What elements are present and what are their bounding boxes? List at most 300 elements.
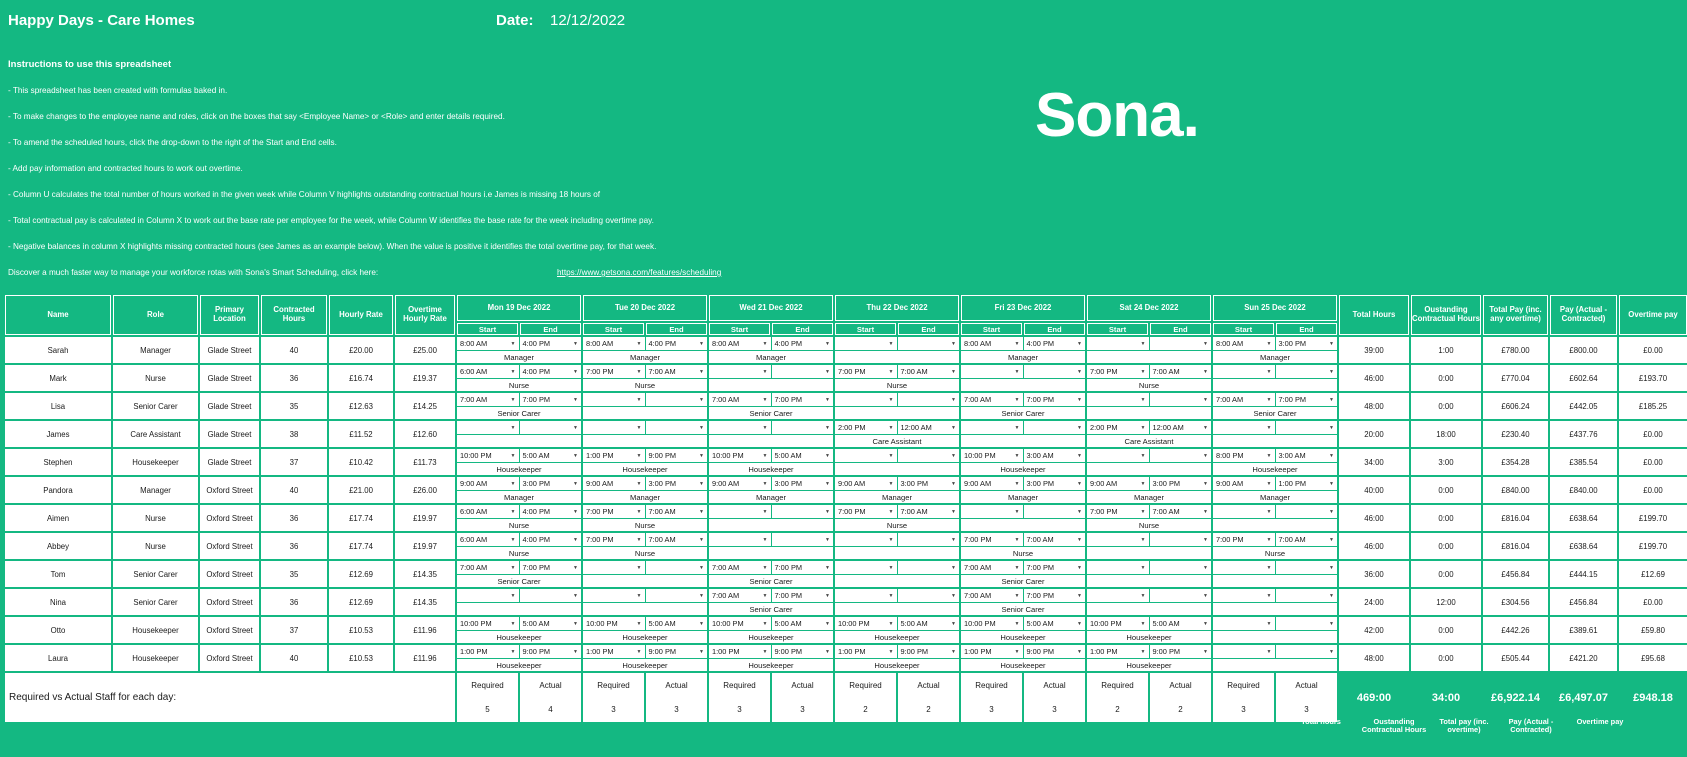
contracted-hours[interactable]: 37 xyxy=(261,449,327,475)
chevron-down-icon[interactable]: ▼ xyxy=(1140,564,1146,571)
chevron-down-icon[interactable]: ▼ xyxy=(573,508,578,515)
contracted-hours[interactable]: 36 xyxy=(261,505,327,531)
overtime-rate[interactable]: £11.96 xyxy=(395,645,455,671)
end-time-dropdown[interactable] xyxy=(1276,477,1338,490)
chevron-down-icon[interactable]: ▼ xyxy=(1203,536,1208,543)
chevron-down-icon[interactable]: ▼ xyxy=(1077,592,1082,599)
start-time-dropdown[interactable] xyxy=(583,617,645,630)
chevron-down-icon[interactable]: ▼ xyxy=(1014,536,1020,543)
start-time-dropdown[interactable] xyxy=(583,505,645,518)
hourly-rate[interactable]: £12.69 xyxy=(329,561,393,587)
chevron-down-icon[interactable]: ▼ xyxy=(1266,592,1272,599)
end-time-dropdown[interactable] xyxy=(1024,589,1086,602)
chevron-down-icon[interactable]: ▼ xyxy=(888,508,894,515)
overtime-rate[interactable]: £12.60 xyxy=(395,421,455,447)
chevron-down-icon[interactable]: ▼ xyxy=(1266,424,1272,431)
chevron-down-icon[interactable]: ▼ xyxy=(510,480,516,487)
chevron-down-icon[interactable]: ▼ xyxy=(636,564,642,571)
chevron-down-icon[interactable]: ▼ xyxy=(1014,480,1020,487)
end-time-dropdown[interactable] xyxy=(1024,337,1086,350)
chevron-down-icon[interactable]: ▼ xyxy=(888,424,894,431)
overtime-rate[interactable]: £26.00 xyxy=(395,477,455,503)
overtime-rate[interactable]: £19.97 xyxy=(395,505,455,531)
chevron-down-icon[interactable]: ▼ xyxy=(573,452,578,459)
chevron-down-icon[interactable]: ▼ xyxy=(573,536,578,543)
required-value[interactable]: 3 xyxy=(989,705,994,715)
end-time-dropdown[interactable] xyxy=(520,393,582,406)
end-time-dropdown[interactable] xyxy=(772,421,834,434)
employee-name[interactable]: Nina xyxy=(5,589,111,615)
chevron-down-icon[interactable]: ▼ xyxy=(762,508,768,515)
chevron-down-icon[interactable]: ▼ xyxy=(636,424,642,431)
start-time-dropdown[interactable] xyxy=(709,365,771,378)
overtime-rate[interactable]: £11.73 xyxy=(395,449,455,475)
overtime-rate[interactable]: £14.25 xyxy=(395,393,455,419)
end-time-dropdown[interactable] xyxy=(1024,477,1086,490)
chevron-down-icon[interactable]: ▼ xyxy=(1329,508,1334,515)
chevron-down-icon[interactable]: ▼ xyxy=(573,396,578,403)
end-time-dropdown[interactable] xyxy=(772,449,834,462)
chevron-down-icon[interactable]: ▼ xyxy=(1203,564,1208,571)
end-time-dropdown[interactable] xyxy=(1150,393,1212,406)
employee-location[interactable]: Oxford Street xyxy=(200,617,259,643)
start-time-dropdown[interactable] xyxy=(457,393,519,406)
employee-location[interactable]: Oxford Street xyxy=(200,645,259,671)
start-time-dropdown[interactable] xyxy=(1213,533,1275,546)
chevron-down-icon[interactable]: ▼ xyxy=(1140,424,1146,431)
start-time-dropdown[interactable] xyxy=(583,449,645,462)
end-time-dropdown[interactable] xyxy=(898,393,960,406)
employee-role[interactable]: Housekeeper xyxy=(113,645,198,671)
start-time-dropdown[interactable] xyxy=(961,393,1023,406)
start-time-dropdown[interactable] xyxy=(583,645,645,658)
start-time-dropdown[interactable] xyxy=(1213,589,1275,602)
start-time-dropdown[interactable] xyxy=(1087,337,1149,350)
start-time-dropdown[interactable] xyxy=(1087,561,1149,574)
required-value[interactable]: 5 xyxy=(485,705,490,715)
start-time-dropdown[interactable] xyxy=(1213,645,1275,658)
start-time-dropdown[interactable] xyxy=(583,365,645,378)
start-time-dropdown[interactable] xyxy=(457,477,519,490)
chevron-down-icon[interactable]: ▼ xyxy=(510,424,516,431)
end-time-dropdown[interactable] xyxy=(1150,449,1212,462)
employee-location[interactable]: Oxford Street xyxy=(200,477,259,503)
start-time-dropdown[interactable] xyxy=(1087,533,1149,546)
chevron-down-icon[interactable]: ▼ xyxy=(1014,648,1020,655)
end-time-dropdown[interactable] xyxy=(1276,393,1338,406)
employee-role[interactable]: Senior Carer xyxy=(113,589,198,615)
chevron-down-icon[interactable]: ▼ xyxy=(1140,452,1146,459)
chevron-down-icon[interactable]: ▼ xyxy=(1140,508,1146,515)
chevron-down-icon[interactable]: ▼ xyxy=(762,564,768,571)
start-time-dropdown[interactable] xyxy=(457,645,519,658)
end-time-dropdown[interactable] xyxy=(1276,645,1338,658)
end-time-dropdown[interactable] xyxy=(1276,505,1338,518)
required-value[interactable]: 3 xyxy=(737,705,742,715)
contracted-hours[interactable]: 36 xyxy=(261,589,327,615)
end-time-dropdown[interactable] xyxy=(772,505,834,518)
end-time-dropdown[interactable] xyxy=(520,645,582,658)
chevron-down-icon[interactable]: ▼ xyxy=(1077,480,1082,487)
hourly-rate[interactable]: £17.74 xyxy=(329,533,393,559)
chevron-down-icon[interactable]: ▼ xyxy=(1077,396,1082,403)
chevron-down-icon[interactable]: ▼ xyxy=(762,480,768,487)
chevron-down-icon[interactable]: ▼ xyxy=(1140,396,1146,403)
start-time-dropdown[interactable] xyxy=(961,477,1023,490)
employee-location[interactable]: Oxford Street xyxy=(200,505,259,531)
chevron-down-icon[interactable]: ▼ xyxy=(825,592,830,599)
end-time-dropdown[interactable] xyxy=(898,645,960,658)
start-time-dropdown[interactable] xyxy=(457,505,519,518)
chevron-down-icon[interactable]: ▼ xyxy=(1203,368,1208,375)
chevron-down-icon[interactable]: ▼ xyxy=(1077,508,1082,515)
required-value[interactable]: 3 xyxy=(1241,705,1246,715)
end-time-dropdown[interactable] xyxy=(898,533,960,546)
start-time-dropdown[interactable] xyxy=(583,393,645,406)
hourly-rate[interactable]: £21.00 xyxy=(329,477,393,503)
end-time-dropdown[interactable] xyxy=(1150,561,1212,574)
start-time-dropdown[interactable] xyxy=(583,561,645,574)
chevron-down-icon[interactable]: ▼ xyxy=(1140,368,1146,375)
chevron-down-icon[interactable]: ▼ xyxy=(510,648,516,655)
chevron-down-icon[interactable]: ▼ xyxy=(888,452,894,459)
end-time-dropdown[interactable] xyxy=(1024,505,1086,518)
start-time-dropdown[interactable] xyxy=(1213,393,1275,406)
end-time-dropdown[interactable] xyxy=(520,505,582,518)
start-time-dropdown[interactable] xyxy=(457,589,519,602)
chevron-down-icon[interactable]: ▼ xyxy=(825,340,830,347)
start-time-dropdown[interactable] xyxy=(961,505,1023,518)
end-time-dropdown[interactable] xyxy=(520,561,582,574)
end-time-dropdown[interactable] xyxy=(1024,421,1086,434)
chevron-down-icon[interactable]: ▼ xyxy=(1014,340,1020,347)
end-time-dropdown[interactable] xyxy=(520,365,582,378)
end-time-dropdown[interactable] xyxy=(646,421,708,434)
chevron-down-icon[interactable]: ▼ xyxy=(1077,648,1082,655)
chevron-down-icon[interactable]: ▼ xyxy=(1329,396,1334,403)
chevron-down-icon[interactable]: ▼ xyxy=(1077,452,1082,459)
end-time-dropdown[interactable] xyxy=(520,337,582,350)
start-time-dropdown[interactable] xyxy=(961,365,1023,378)
end-time-dropdown[interactable] xyxy=(646,393,708,406)
contracted-hours[interactable]: 37 xyxy=(261,617,327,643)
chevron-down-icon[interactable]: ▼ xyxy=(1203,592,1208,599)
end-time-dropdown[interactable] xyxy=(646,505,708,518)
employee-name[interactable]: James xyxy=(5,421,111,447)
start-time-dropdown[interactable] xyxy=(961,337,1023,350)
employee-role[interactable]: Housekeeper xyxy=(113,449,198,475)
chevron-down-icon[interactable]: ▼ xyxy=(699,508,704,515)
start-time-dropdown[interactable] xyxy=(961,421,1023,434)
chevron-down-icon[interactable]: ▼ xyxy=(636,340,642,347)
start-time-dropdown[interactable] xyxy=(835,393,897,406)
start-time-dropdown[interactable] xyxy=(709,617,771,630)
chevron-down-icon[interactable]: ▼ xyxy=(1140,648,1146,655)
chevron-down-icon[interactable]: ▼ xyxy=(573,592,578,599)
chevron-down-icon[interactable]: ▼ xyxy=(636,368,642,375)
chevron-down-icon[interactable]: ▼ xyxy=(510,536,516,543)
contracted-hours[interactable]: 36 xyxy=(261,533,327,559)
chevron-down-icon[interactable]: ▼ xyxy=(1014,396,1020,403)
employee-location[interactable]: Oxford Street xyxy=(200,561,259,587)
employee-name[interactable]: Tom xyxy=(5,561,111,587)
start-time-dropdown[interactable] xyxy=(709,337,771,350)
end-time-dropdown[interactable] xyxy=(898,561,960,574)
start-time-dropdown[interactable] xyxy=(709,561,771,574)
employee-role[interactable]: Nurse xyxy=(113,365,198,391)
chevron-down-icon[interactable]: ▼ xyxy=(636,620,642,627)
end-time-dropdown[interactable] xyxy=(772,561,834,574)
end-time-dropdown[interactable] xyxy=(1024,449,1086,462)
end-time-dropdown[interactable] xyxy=(1150,645,1212,658)
start-time-dropdown[interactable] xyxy=(1213,617,1275,630)
start-time-dropdown[interactable] xyxy=(457,617,519,630)
employee-role[interactable]: Senior Carer xyxy=(113,561,198,587)
start-time-dropdown[interactable] xyxy=(835,617,897,630)
overtime-rate[interactable]: £19.37 xyxy=(395,365,455,391)
chevron-down-icon[interactable]: ▼ xyxy=(1203,620,1208,627)
end-time-dropdown[interactable] xyxy=(520,477,582,490)
chevron-down-icon[interactable]: ▼ xyxy=(825,452,830,459)
end-time-dropdown[interactable] xyxy=(646,589,708,602)
end-time-dropdown[interactable] xyxy=(520,449,582,462)
end-time-dropdown[interactable] xyxy=(1150,533,1212,546)
chevron-down-icon[interactable]: ▼ xyxy=(699,424,704,431)
start-time-dropdown[interactable] xyxy=(961,645,1023,658)
employee-role[interactable]: Nurse xyxy=(113,505,198,531)
chevron-down-icon[interactable]: ▼ xyxy=(636,396,642,403)
start-time-dropdown[interactable] xyxy=(835,561,897,574)
employee-role[interactable]: Housekeeper xyxy=(113,617,198,643)
employee-name[interactable]: Mark xyxy=(5,365,111,391)
end-time-dropdown[interactable] xyxy=(898,589,960,602)
employee-name[interactable]: Aimen xyxy=(5,505,111,531)
start-time-dropdown[interactable] xyxy=(709,505,771,518)
chevron-down-icon[interactable]: ▼ xyxy=(951,452,956,459)
end-time-dropdown[interactable] xyxy=(520,617,582,630)
chevron-down-icon[interactable]: ▼ xyxy=(1014,452,1020,459)
end-time-dropdown[interactable] xyxy=(772,477,834,490)
employee-location[interactable]: Oxford Street xyxy=(200,533,259,559)
chevron-down-icon[interactable]: ▼ xyxy=(762,648,768,655)
overtime-rate[interactable]: £14.35 xyxy=(395,561,455,587)
employee-location[interactable]: Glade Street xyxy=(200,421,259,447)
employee-role[interactable]: Manager xyxy=(113,337,198,363)
chevron-down-icon[interactable]: ▼ xyxy=(1266,536,1272,543)
hourly-rate[interactable]: £17.74 xyxy=(329,505,393,531)
start-time-dropdown[interactable] xyxy=(835,365,897,378)
end-time-dropdown[interactable] xyxy=(898,617,960,630)
chevron-down-icon[interactable]: ▼ xyxy=(510,340,516,347)
chevron-down-icon[interactable]: ▼ xyxy=(1329,340,1334,347)
start-time-dropdown[interactable] xyxy=(457,449,519,462)
chevron-down-icon[interactable]: ▼ xyxy=(1077,564,1082,571)
chevron-down-icon[interactable]: ▼ xyxy=(888,620,894,627)
end-time-dropdown[interactable] xyxy=(898,421,960,434)
employee-location[interactable]: Glade Street xyxy=(200,449,259,475)
chevron-down-icon[interactable]: ▼ xyxy=(888,564,894,571)
end-time-dropdown[interactable] xyxy=(646,533,708,546)
hourly-rate[interactable]: £10.53 xyxy=(329,617,393,643)
start-time-dropdown[interactable] xyxy=(1213,561,1275,574)
start-time-dropdown[interactable] xyxy=(1213,421,1275,434)
chevron-down-icon[interactable]: ▼ xyxy=(951,340,956,347)
chevron-down-icon[interactable]: ▼ xyxy=(699,368,704,375)
contracted-hours[interactable]: 40 xyxy=(261,477,327,503)
start-time-dropdown[interactable] xyxy=(1213,449,1275,462)
end-time-dropdown[interactable] xyxy=(1150,337,1212,350)
chevron-down-icon[interactable]: ▼ xyxy=(825,564,830,571)
end-time-dropdown[interactable] xyxy=(1024,533,1086,546)
end-time-dropdown[interactable] xyxy=(1150,365,1212,378)
start-time-dropdown[interactable] xyxy=(1087,589,1149,602)
chevron-down-icon[interactable]: ▼ xyxy=(888,536,894,543)
start-time-dropdown[interactable] xyxy=(961,533,1023,546)
end-time-dropdown[interactable] xyxy=(1150,505,1212,518)
overtime-rate[interactable]: £19.97 xyxy=(395,533,455,559)
chevron-down-icon[interactable]: ▼ xyxy=(1266,452,1272,459)
chevron-down-icon[interactable]: ▼ xyxy=(825,480,830,487)
end-time-dropdown[interactable] xyxy=(646,617,708,630)
chevron-down-icon[interactable]: ▼ xyxy=(510,396,516,403)
employee-name[interactable]: Lisa xyxy=(5,393,111,419)
chevron-down-icon[interactable]: ▼ xyxy=(573,424,578,431)
chevron-down-icon[interactable]: ▼ xyxy=(951,620,956,627)
employee-location[interactable]: Glade Street xyxy=(200,393,259,419)
chevron-down-icon[interactable]: ▼ xyxy=(573,340,578,347)
chevron-down-icon[interactable]: ▼ xyxy=(1329,368,1334,375)
start-time-dropdown[interactable] xyxy=(1213,365,1275,378)
end-time-dropdown[interactable] xyxy=(772,589,834,602)
chevron-down-icon[interactable]: ▼ xyxy=(951,396,956,403)
chevron-down-icon[interactable]: ▼ xyxy=(1266,396,1272,403)
chevron-down-icon[interactable]: ▼ xyxy=(1077,536,1082,543)
end-time-dropdown[interactable] xyxy=(1150,589,1212,602)
chevron-down-icon[interactable]: ▼ xyxy=(699,480,704,487)
chevron-down-icon[interactable]: ▼ xyxy=(636,508,642,515)
employee-role[interactable]: Senior Carer xyxy=(113,393,198,419)
chevron-down-icon[interactable]: ▼ xyxy=(1266,368,1272,375)
chevron-down-icon[interactable]: ▼ xyxy=(825,648,830,655)
employee-role[interactable]: Care Assistant xyxy=(113,421,198,447)
start-time-dropdown[interactable] xyxy=(1087,365,1149,378)
employee-name[interactable]: Stephen xyxy=(5,449,111,475)
chevron-down-icon[interactable]: ▼ xyxy=(762,396,768,403)
chevron-down-icon[interactable]: ▼ xyxy=(510,592,516,599)
end-time-dropdown[interactable] xyxy=(1150,477,1212,490)
date-value[interactable]: 12/12/2022 xyxy=(550,12,626,29)
end-time-dropdown[interactable] xyxy=(772,337,834,350)
required-value[interactable]: 2 xyxy=(1115,705,1120,715)
chevron-down-icon[interactable]: ▼ xyxy=(573,368,578,375)
end-time-dropdown[interactable] xyxy=(772,645,834,658)
chevron-down-icon[interactable]: ▼ xyxy=(762,340,768,347)
end-time-dropdown[interactable] xyxy=(520,533,582,546)
start-time-dropdown[interactable] xyxy=(835,421,897,434)
end-time-dropdown[interactable] xyxy=(772,365,834,378)
chevron-down-icon[interactable]: ▼ xyxy=(1140,536,1146,543)
chevron-down-icon[interactable]: ▼ xyxy=(1014,592,1020,599)
chevron-down-icon[interactable]: ▼ xyxy=(1140,480,1146,487)
chevron-down-icon[interactable]: ▼ xyxy=(888,340,894,347)
start-time-dropdown[interactable] xyxy=(583,589,645,602)
chevron-down-icon[interactable]: ▼ xyxy=(699,340,704,347)
start-time-dropdown[interactable] xyxy=(835,337,897,350)
chevron-down-icon[interactable]: ▼ xyxy=(1203,648,1208,655)
employee-location[interactable]: Glade Street xyxy=(200,337,259,363)
end-time-dropdown[interactable] xyxy=(646,561,708,574)
chevron-down-icon[interactable]: ▼ xyxy=(1014,620,1020,627)
chevron-down-icon[interactable]: ▼ xyxy=(825,396,830,403)
contracted-hours[interactable]: 40 xyxy=(261,337,327,363)
chevron-down-icon[interactable]: ▼ xyxy=(699,648,704,655)
start-time-dropdown[interactable] xyxy=(1087,421,1149,434)
chevron-down-icon[interactable]: ▼ xyxy=(573,564,578,571)
chevron-down-icon[interactable]: ▼ xyxy=(1203,452,1208,459)
chevron-down-icon[interactable]: ▼ xyxy=(1014,424,1020,431)
employee-role[interactable]: Manager xyxy=(113,477,198,503)
contracted-hours[interactable]: 40 xyxy=(261,645,327,671)
end-time-dropdown[interactable] xyxy=(1276,617,1338,630)
chevron-down-icon[interactable]: ▼ xyxy=(636,536,642,543)
overtime-rate[interactable]: £11.96 xyxy=(395,617,455,643)
hourly-rate[interactable]: £12.63 xyxy=(329,393,393,419)
chevron-down-icon[interactable]: ▼ xyxy=(1266,648,1272,655)
chevron-down-icon[interactable]: ▼ xyxy=(888,368,894,375)
end-time-dropdown[interactable] xyxy=(520,421,582,434)
contracted-hours[interactable]: 38 xyxy=(261,421,327,447)
required-value[interactable]: 2 xyxy=(863,705,868,715)
chevron-down-icon[interactable]: ▼ xyxy=(1203,424,1208,431)
employee-name[interactable]: Sarah xyxy=(5,337,111,363)
chevron-down-icon[interactable]: ▼ xyxy=(951,368,956,375)
chevron-down-icon[interactable]: ▼ xyxy=(636,480,642,487)
chevron-down-icon[interactable]: ▼ xyxy=(1140,592,1146,599)
end-time-dropdown[interactable] xyxy=(1150,421,1212,434)
chevron-down-icon[interactable]: ▼ xyxy=(1203,508,1208,515)
chevron-down-icon[interactable]: ▼ xyxy=(951,592,956,599)
chevron-down-icon[interactable]: ▼ xyxy=(762,592,768,599)
chevron-down-icon[interactable]: ▼ xyxy=(1140,340,1146,347)
chevron-down-icon[interactable]: ▼ xyxy=(762,536,768,543)
start-time-dropdown[interactable] xyxy=(583,337,645,350)
chevron-down-icon[interactable]: ▼ xyxy=(825,424,830,431)
chevron-down-icon[interactable]: ▼ xyxy=(1077,620,1082,627)
end-time-dropdown[interactable] xyxy=(1276,589,1338,602)
chevron-down-icon[interactable]: ▼ xyxy=(1329,648,1334,655)
chevron-down-icon[interactable]: ▼ xyxy=(699,620,704,627)
chevron-down-icon[interactable]: ▼ xyxy=(1014,508,1020,515)
chevron-down-icon[interactable]: ▼ xyxy=(1329,536,1334,543)
chevron-down-icon[interactable]: ▼ xyxy=(888,396,894,403)
chevron-down-icon[interactable]: ▼ xyxy=(699,452,704,459)
end-time-dropdown[interactable] xyxy=(1024,365,1086,378)
hourly-rate[interactable]: £20.00 xyxy=(329,337,393,363)
overtime-rate[interactable]: £25.00 xyxy=(395,337,455,363)
start-time-dropdown[interactable] xyxy=(457,365,519,378)
start-time-dropdown[interactable] xyxy=(583,477,645,490)
start-time-dropdown[interactable] xyxy=(709,421,771,434)
chevron-down-icon[interactable]: ▼ xyxy=(1329,424,1334,431)
end-time-dropdown[interactable] xyxy=(646,645,708,658)
chevron-down-icon[interactable]: ▼ xyxy=(1266,340,1272,347)
end-time-dropdown[interactable] xyxy=(646,477,708,490)
chevron-down-icon[interactable]: ▼ xyxy=(951,564,956,571)
end-time-dropdown[interactable] xyxy=(646,337,708,350)
chevron-down-icon[interactable]: ▼ xyxy=(699,396,704,403)
end-time-dropdown[interactable] xyxy=(1276,561,1338,574)
contracted-hours[interactable]: 35 xyxy=(261,393,327,419)
